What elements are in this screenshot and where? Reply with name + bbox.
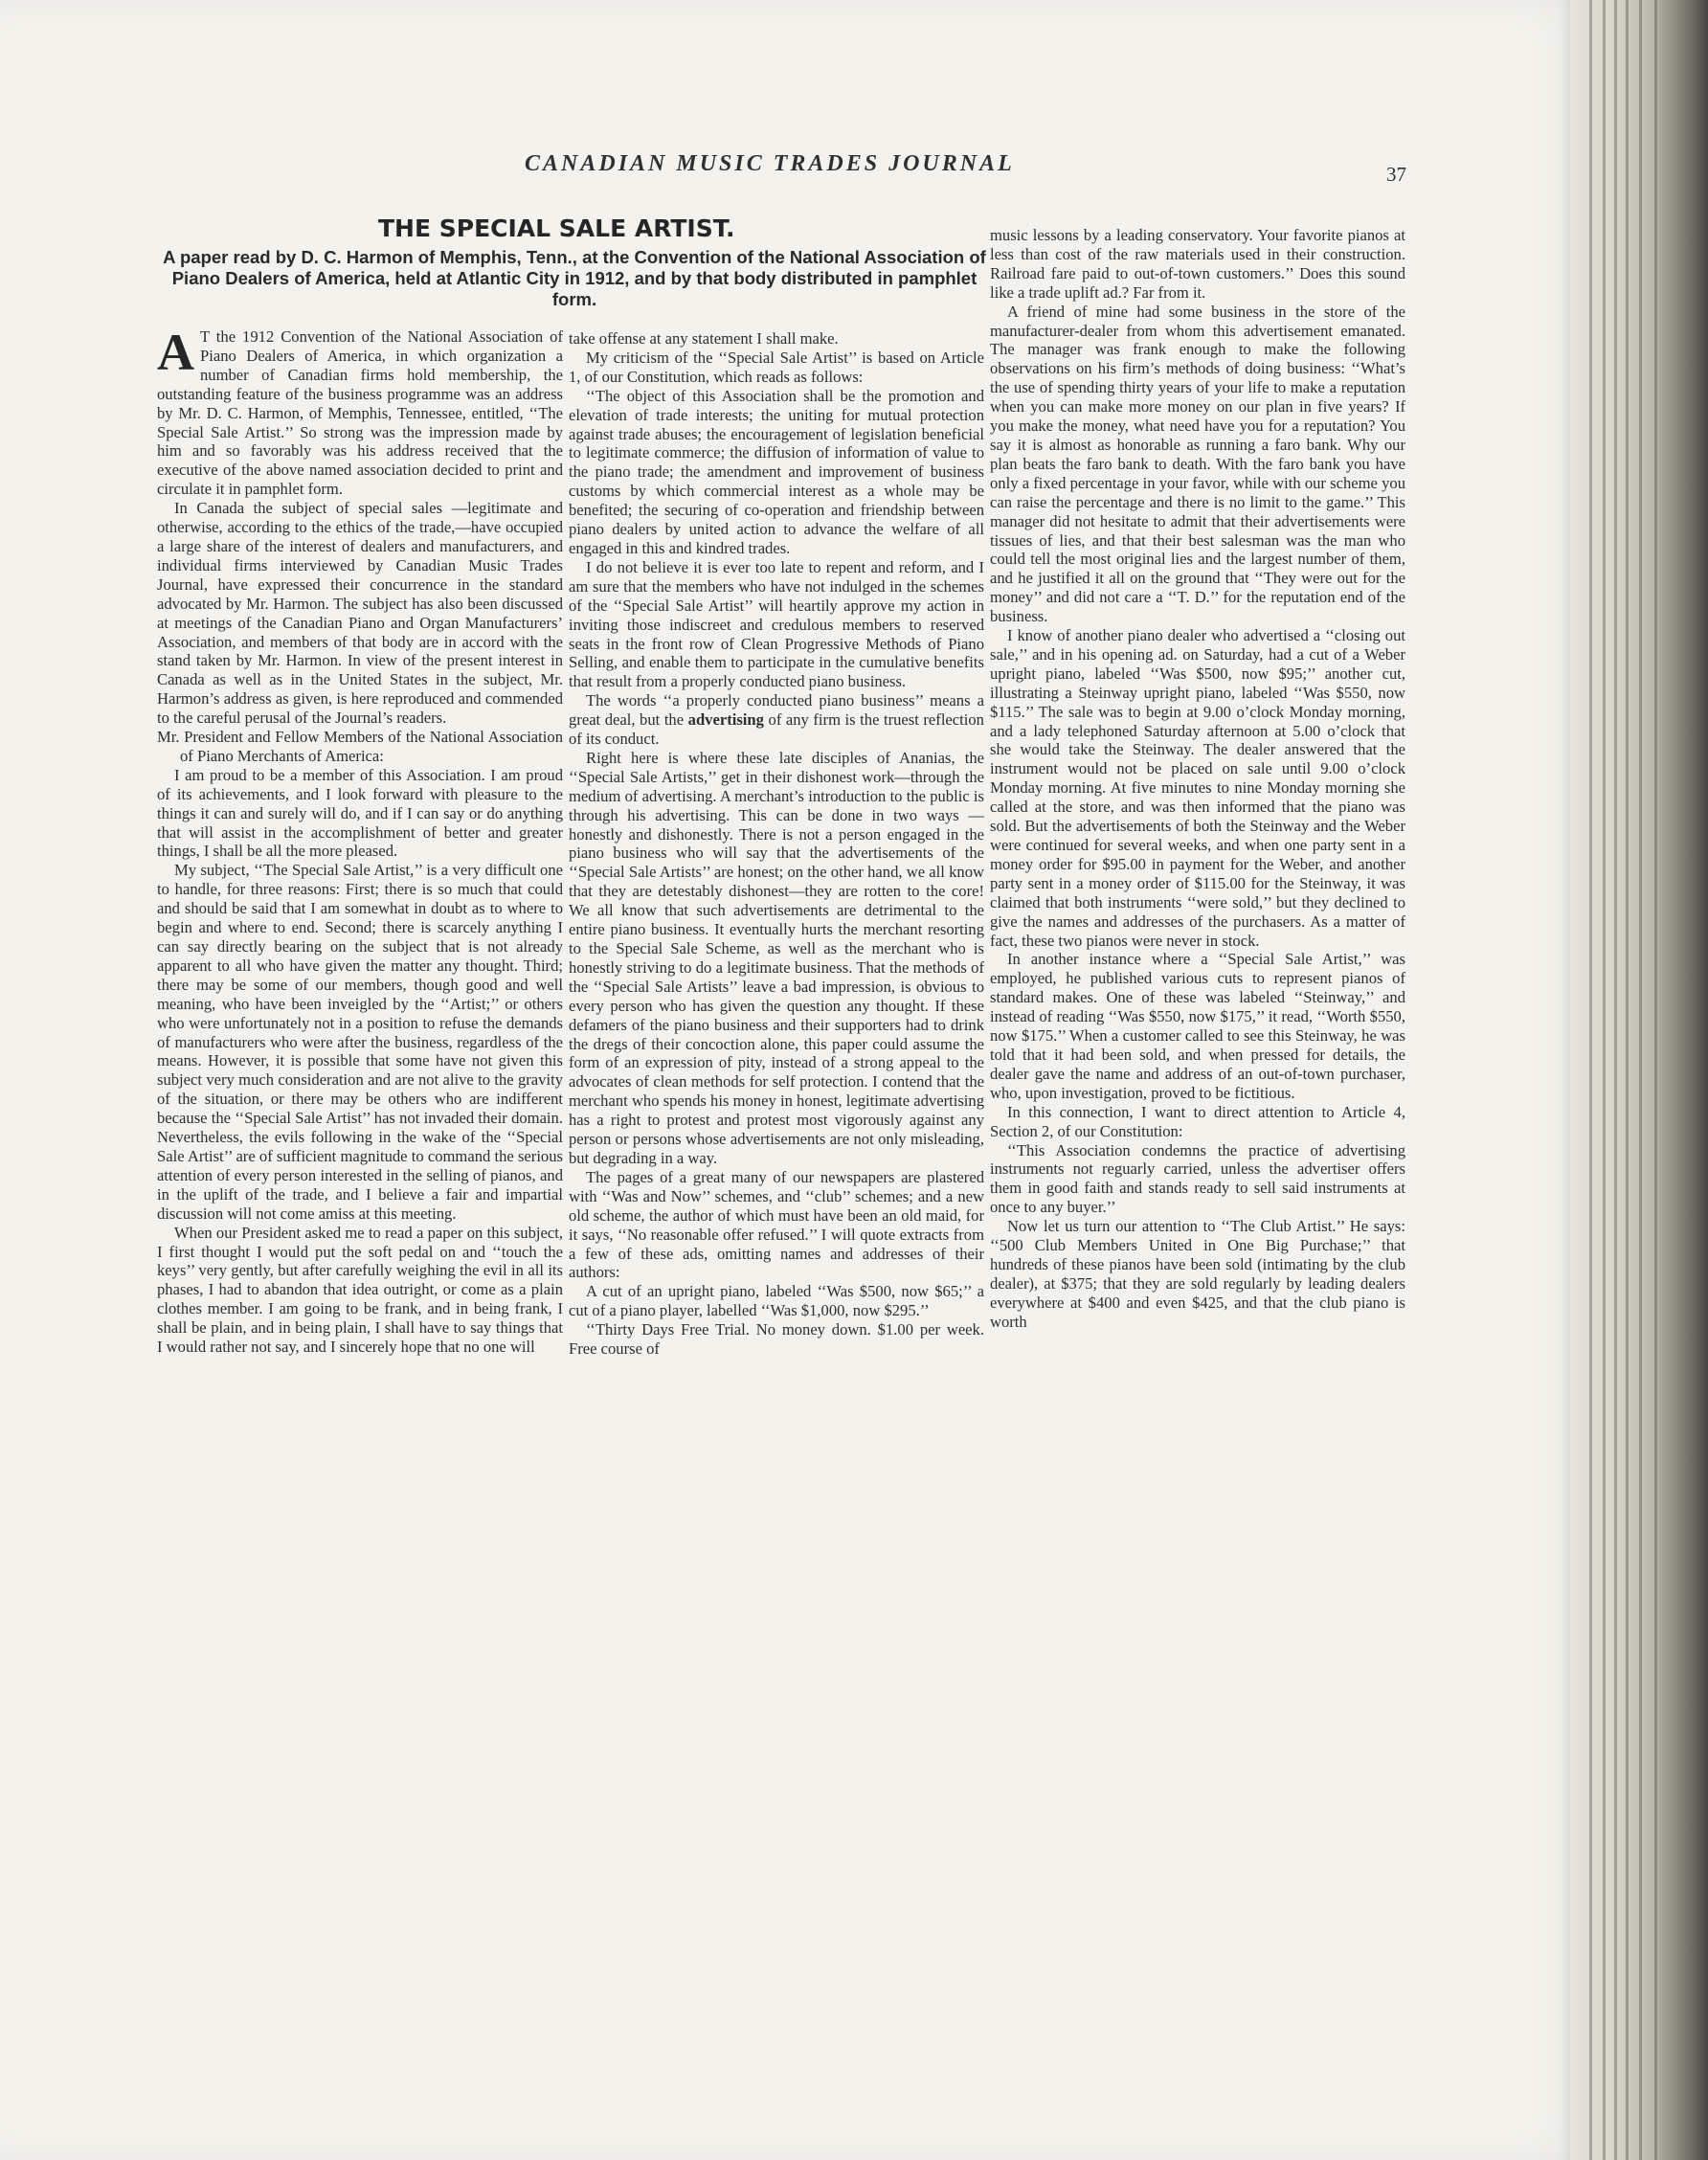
running-title: CANADIAN MUSIC TRADES JOURNAL (525, 151, 1015, 176)
article-subtitle: A paper read by D. C. Harmon of Memphis, Tenn., at the Convention of the National Association of Piano Dealers of America, held at Atlantic City in 1912, and by that body distributed in pamphlet form. (163, 247, 986, 309)
article-title: THE SPECIAL SALE ARTIST. (378, 214, 735, 242)
paragraph: In another instance where a ‘‘Special Sale Artist,’’ was employed, he published various cuts to represent pianos of standard makes. One of these was labeled ‘‘Steinway,’’ and instead of reading ‘‘Was $550, now $175,’’ it read, ‘‘Worth $550, now $175.’’ When a customer called to see this Steinway, he was told that it had been sold, and when pressed for details, the dealer gave the name and address of an out-of-town purchaser, who, upon investigation, proved to be fictitious. (990, 950, 1405, 1102)
page-edge-binding (1570, 0, 1708, 2160)
quoted-article-4: ‘‘This Association condemns the practice of advertising instruments not reguarly carried, unless the advertiser offers them in good faith and stands ready to sell said instruments at once to any buyer.’’ (990, 1140, 1405, 1217)
text-run: The words ‘‘a properly conducted piano business’’ means a great deal, but the (569, 691, 984, 730)
paragraph: In this connection, I want to direct attention to Article 4, Section 2, of our Constitution: (990, 1102, 1405, 1140)
paragraph: music lessons by a leading conservatory. Your favorite pianos at less than cost of the raw materials used in their construction. Railroad fare paid to out-of-town customers.’’ Does this sound like a trade uplift ad.? Far from it. (990, 226, 1405, 302)
paragraph (569, 691, 984, 749)
paragraph: Now let us turn our attention to ‘‘The Club Artist.’’ He says: ‘‘500 Club Members United in One Big Purchase;’’ that hundreds of these pianos have been sold (intimating by the club dealer), at $375; that they are sold regularly by leading dealers everywhere at $400 and even $425, and that the club piano is worth (990, 1217, 1405, 1331)
paragraph: Right here is where these late disciples of Ananias, the ‘‘Special Sale Artists,’’ get in their dishonest work—through the medium of advertising. A merchant’s introduction to the public is through his advertising. This can be done in two ways —honestly and dishonestly. There is not a person engaged in the piano business who will say that the advertisements of the ‘‘Special Sale Artists’’ are honest; on the other hand, we all know that they are detestably dishonest—they are rotten to the core! We all know that such advertisements are detrimental to the entire piano business. It eventually hurts the merchant resorting to the Special Sale Scheme, as well as the merchant who is honestly striving to do a legitimate business. That the methods of the ‘‘Special Sale Artists’’ leave a bad impression, is obvious to every person who has given the question any thought. If these defamers of the piano business and their supporters had to drink the dregs of their concoction alone, this paper could assume the form of an expression of pity, instead of a strong appeal to the advocates of clean methods for self protection. I contend that the merchant who spends his money in honest, legitimate advertising has a right to protest and protest most vigorously against any person or persons whose advertisements are not only misleading, but degrading in a way. (569, 748, 984, 1167)
paragraph: My criticism of the ‘‘Special Sale Artist’’ is based on Article 1, of our Constitution, which reads as follows: (569, 348, 984, 386)
text-column-2 (569, 329, 984, 2129)
text-run: of any firm is the truest reflection of its conduct. (569, 710, 984, 749)
paragraph: A friend of mine had some business in the store of the manufacturer-dealer from whom this advertisement emanated. The manager was frank enough to make the following observations on his firm’s methods of doing business: ‘‘What’s the use of spending thirty years of your life to make a reputation when you can make more money on our plan in five years? If you make the money, what need have you for a reputation? You say it is almost as honorable as running a faro bank. Why our plan beats the faro bank to death. With the faro bank you have only a fixed percentage in your favor, while with our scheme you can raise the percentage and there is no limit to the game.’’ This manager did not hesitate to admit that their advertisements were tissues of lies, and that their best salesman was the man who could tell the most original lies and the largest number of them, and he justified it all on the ground that ‘‘They were out for the money’’ and did not care a ‘‘T. D.’’ for the reputation end of the business. (990, 302, 1405, 626)
quoted-article-1: ‘‘The object of this Association shall be the promotion and elevation of trade interests; the uniting for mutual protection against trade abuses; the encouragement of legislation beneficial to legitimate commerce; the diffusion of information of value to the piano trade; the amendment and improvement of business customs by which commercial interest as a whole may be benefited; the securing of co-operation and friendship between piano dealers by united action to advance the welfare of all engaged in this and kindred trades. (569, 386, 984, 557)
paragraph: I am proud to be a member of this Association. I am proud of its achievements, and I look forward with pleasure to the things it can and surely will do, and if I can say or do anything that will assist in the accomplishment of better and greater things, I shall be all the more pleased. (157, 765, 563, 861)
paragraph: ‘‘Thirty Days Free Trial. No money down. $1.00 per week. Free course of (569, 1320, 984, 1359)
paragraph: The pages of a great many of our newspapers are plastered with ‘‘Was and Now’’ schemes, and ‘‘club’’ schemes; and a new old scheme, the author of which must have been an old maid, for it says, ‘‘No reasonable offer refused.’’ I will quote extracts from a few of these ads, omitting names and addresses of their authors: (569, 1167, 984, 1282)
intro-text: T the 1912 Convention of the National Association of Piano Dealers of America, in which organization a number of Canadian firms hold membership, the outstanding feature of the business programme was an address by Mr. D. C. Harmon, of Memphis, Tennessee, entitled, ‘‘The Special Sale Artist.’’ So strong was the impression made by him and so favorably was his address received that the executive of the above named association decided to print and circulate it in pamphlet form. (157, 327, 563, 499)
drop-cap: A (157, 327, 194, 381)
intro-paragraph (157, 327, 563, 499)
salutation: Mr. President and Fellow Members of the National Association of Piano Merchants of America: (157, 728, 563, 765)
paragraph: take offense at any statement I shall make. (569, 329, 839, 348)
text-column-3 (990, 226, 1405, 2103)
paragraph: A cut of an upright piano, labeled ‘‘Was $500, now $65;’’ a cut of a piano player, labelled ‘‘Was $1,000, now $295.’’ (569, 1282, 984, 1320)
text-column-1 (157, 327, 563, 2127)
page-number: 37 (1386, 163, 1406, 186)
paragraph: When our President asked me to read a paper on this subject, I first thought I would put the soft pedal on and ‘‘touch the keys’’ very gently, but after carefully weighing the evil in all its phases, I had to abandon that idea outright, or come as a plain clothes member. I am going to be frank, and in being frank, I shall be plain, and in being plain, I shall have to say things that I would rather not say, and I sincerely hope that no one will (157, 1223, 563, 1357)
bold-word: advertising (687, 710, 764, 730)
paragraph: My subject, ‘‘The Special Sale Artist,’’ is a very difficult one to handle, for three reasons: First; there is so much that could and should be said that I am somewhat in doubt as to where to begin and where to end. Second; there is scarcely anything I can say directly bearing on the subject that is not already apparent to all who have given the matter any thought. Third; there may be some of our members, though good and well meaning, who have been inveigled by the ‘‘Artist;’’ or others who were unfortunately not in a position to refuse the demands of manufacturers who were after the business, regardless of the means. However, it is possible that some have not given this subject very much consideration and are not alive to the gravity of the situation, or there may be others who are indifferent because the ‘‘Special Sale Artist’’ has not invaded their domain. Nevertheless, the evils following in the wake of the ‘‘Special Sale Artist’’ are of sufficient magnitude to command the serious attention of every person interested in the selling of pianos, and in the uplift of the trade, and I believe a fair and impartial discussion will not come amiss at this meeting. (157, 861, 563, 1223)
paragraph: In Canada the subject of special sales —legitimate and otherwise, according to the ethics of the trade,—have occupied a large share of the interest of dealers and manufacturers, and individual firms interviewed by Canadian Music Trades Journal, have expressed their concurrence in the standard advocated by Mr. Harmon. The subject has also been discussed at meetings of the Canadian Piano and Organ Manufacturers’ Association, and members of that body are in accord with the stand taken by Mr. Harmon. In view of the present interest in Canada as well as in the United States in the subject, Mr. Harmon’s address as given, is here reproduced and commended to the careful perusal of the Journal’s readers. (157, 499, 563, 728)
paragraph: I do not believe it is ever too late to repent and reform, and I am sure that the members who have not indulged in the schemes of the ‘‘Special Sale Artist’’ will heartily approve my action in inviting those indiscreet and credulous members to reserved seats in the front row of Clean Progressive Methods of Piano Selling, and enable them to participate in the cumulative benefits that result from a properly conducted piano business. (569, 557, 984, 691)
paragraph: I know of another piano dealer who advertised a ‘‘closing out sale,’’ and in his opening ad. on Saturday, had a cut of a Weber upright piano, labeled ‘‘Was $500, now $95;’’ another cut, illustrating a Steinway upright piano, labeled ‘‘Was $550, now $115.’’ The sale was to begin at 9.00 o’clock Monday morning, and a lady telephoned Saturday afternoon at 5.00 o’clock that she would take the Steinway. The dealer answered that the instrument would not be placed on sale until 9.00 o’clock Monday morning. At five minutes to nine Monday morning she called at the store, and was then informed that the piano was sold. But the advertisements of both the Steinway and the Weber were continued for several weeks, and when one party sent in a money order for $95.00 in payment for the Weber, and another party sent in a money order of $115.00 for the Steinway, it was claimed that both instruments ‘‘were sold,’’ but they declined to give the names and addresses of the purchasers. As a matter of fact, these two pianos were never in stock. (990, 626, 1405, 950)
